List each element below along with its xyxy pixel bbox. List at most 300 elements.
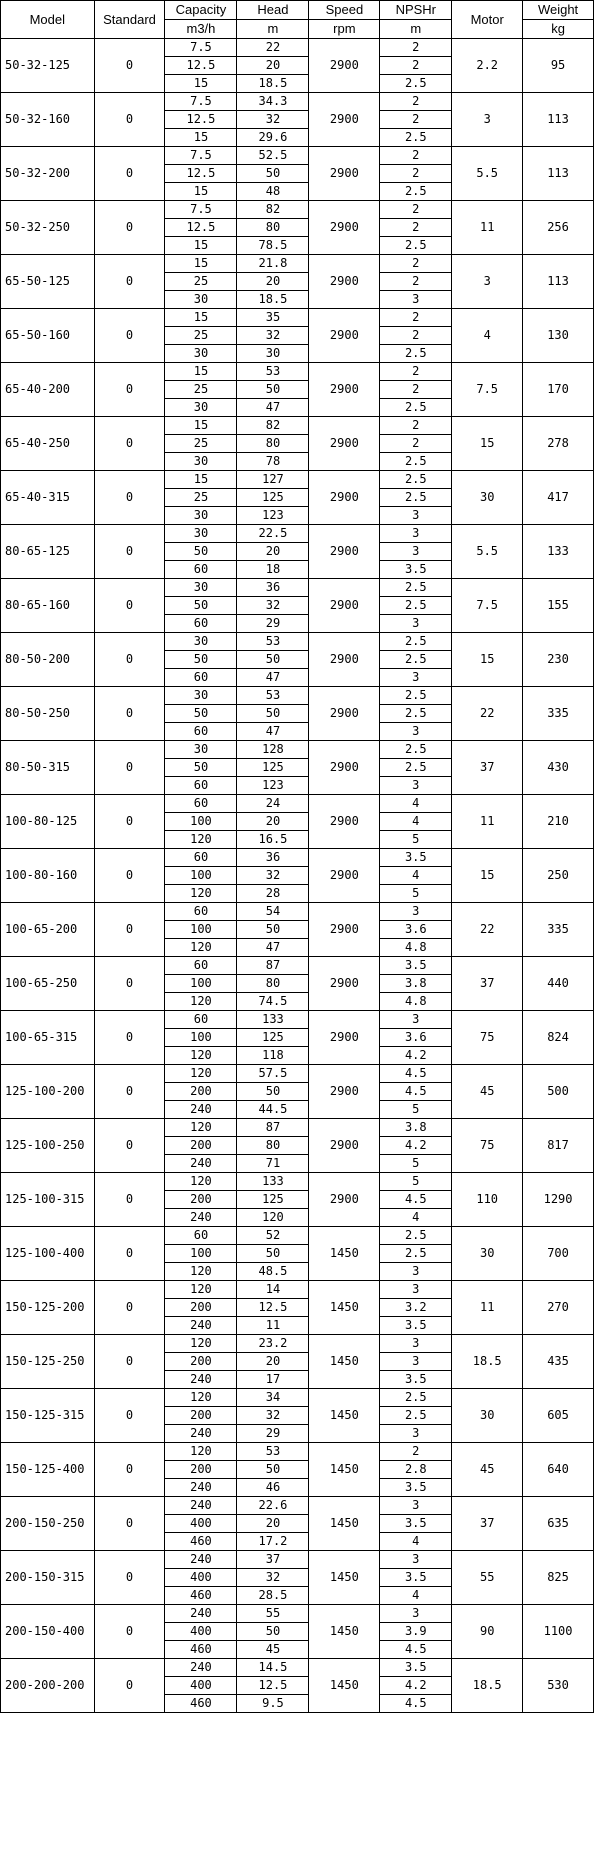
head-cell: 80 — [237, 219, 309, 237]
speed-cell: 1450 — [309, 1281, 380, 1335]
npshr-cell: 3 — [380, 1011, 452, 1029]
head-cell: 20 — [237, 813, 309, 831]
capacity-cell: 240 — [165, 1101, 237, 1119]
npshr-cell: 2.5 — [380, 705, 452, 723]
head-cell: 17 — [237, 1371, 309, 1389]
weight-cell: 133 — [523, 525, 594, 579]
npshr-cell: 3.5 — [380, 1371, 452, 1389]
npshr-cell: 3.9 — [380, 1623, 452, 1641]
capacity-cell: 60 — [165, 903, 237, 921]
head-cell: 22.5 — [237, 525, 309, 543]
model-cell: 125-100-200 — [1, 1065, 95, 1119]
head-cell: 50 — [237, 381, 309, 399]
model-cell: 150-125-200 — [1, 1281, 95, 1335]
motor-cell: 37 — [452, 1497, 523, 1551]
head-cell: 53 — [237, 633, 309, 651]
npshr-cell: 2.5 — [380, 741, 452, 759]
npshr-cell: 5 — [380, 1101, 452, 1119]
weight-cell: 817 — [523, 1119, 594, 1173]
npshr-cell: 3.5 — [380, 561, 452, 579]
weight-cell: 635 — [523, 1497, 594, 1551]
model-cell: 150-125-250 — [1, 1335, 95, 1389]
npshr-cell: 2.5 — [380, 237, 452, 255]
npshr-cell: 3 — [380, 1425, 452, 1443]
capacity-cell: 25 — [165, 435, 237, 453]
capacity-cell: 15 — [165, 417, 237, 435]
npshr-cell: 4.5 — [380, 1083, 452, 1101]
head-cell: 50 — [237, 921, 309, 939]
table-row — [1, 1119, 594, 1137]
capacity-cell: 60 — [165, 1227, 237, 1245]
capacity-cell: 60 — [165, 615, 237, 633]
head-cell: 17.2 — [237, 1533, 309, 1551]
head-cell: 34.3 — [237, 93, 309, 111]
standard-cell: 0 — [94, 417, 165, 471]
speed-cell: 2900 — [309, 1065, 380, 1119]
header-weight-unit: kg — [523, 20, 594, 39]
head-cell: 78 — [237, 453, 309, 471]
capacity-cell: 120 — [165, 1281, 237, 1299]
capacity-cell: 12.5 — [165, 111, 237, 129]
speed-cell: 2900 — [309, 741, 380, 795]
standard-cell: 0 — [94, 1173, 165, 1227]
npshr-cell: 2 — [380, 273, 452, 291]
head-cell: 14.5 — [237, 1659, 309, 1677]
npshr-cell: 2 — [380, 1443, 452, 1461]
motor-cell: 75 — [452, 1119, 523, 1173]
head-cell: 50 — [237, 1083, 309, 1101]
head-cell: 47 — [237, 669, 309, 687]
standard-cell: 0 — [94, 1605, 165, 1659]
model-cell: 200-200-200 — [1, 1659, 95, 1713]
npshr-cell: 2.5 — [380, 1245, 452, 1263]
capacity-cell: 15 — [165, 255, 237, 273]
table-row — [1, 579, 594, 597]
capacity-cell: 7.5 — [165, 93, 237, 111]
capacity-cell: 60 — [165, 669, 237, 687]
model-cell: 65-50-125 — [1, 255, 95, 309]
head-cell: 20 — [237, 543, 309, 561]
table-row — [1, 39, 594, 57]
speed-cell: 2900 — [309, 1173, 380, 1227]
capacity-cell: 120 — [165, 1065, 237, 1083]
capacity-cell: 120 — [165, 1119, 237, 1137]
motor-cell: 15 — [452, 849, 523, 903]
weight-cell: 430 — [523, 741, 594, 795]
standard-cell: 0 — [94, 741, 165, 795]
capacity-cell: 12.5 — [165, 165, 237, 183]
capacity-cell: 7.5 — [165, 39, 237, 57]
head-cell: 32 — [237, 597, 309, 615]
weight-cell: 335 — [523, 687, 594, 741]
weight-cell: 250 — [523, 849, 594, 903]
capacity-cell: 25 — [165, 273, 237, 291]
header-speed: Speed — [309, 1, 380, 20]
head-cell: 32 — [237, 867, 309, 885]
npshr-cell: 4 — [380, 813, 452, 831]
head-cell: 87 — [237, 1119, 309, 1137]
standard-cell: 0 — [94, 957, 165, 1011]
head-cell: 35 — [237, 309, 309, 327]
head-cell: 123 — [237, 777, 309, 795]
capacity-cell: 60 — [165, 777, 237, 795]
capacity-cell: 240 — [165, 1497, 237, 1515]
head-cell: 52 — [237, 1227, 309, 1245]
head-cell: 28 — [237, 885, 309, 903]
npshr-cell: 2.5 — [380, 579, 452, 597]
capacity-cell: 60 — [165, 1011, 237, 1029]
weight-cell: 155 — [523, 579, 594, 633]
capacity-cell: 60 — [165, 849, 237, 867]
speed-cell: 1450 — [309, 1227, 380, 1281]
weight-cell: 1100 — [523, 1605, 594, 1659]
capacity-cell: 15 — [165, 363, 237, 381]
npshr-cell: 4.8 — [380, 939, 452, 957]
capacity-cell: 60 — [165, 561, 237, 579]
speed-cell: 2900 — [309, 795, 380, 849]
speed-cell: 2900 — [309, 1119, 380, 1173]
npshr-cell: 3 — [380, 669, 452, 687]
motor-cell: 11 — [452, 1281, 523, 1335]
table-row — [1, 93, 594, 111]
table-row — [1, 1443, 594, 1461]
motor-cell: 22 — [452, 687, 523, 741]
head-cell: 53 — [237, 1443, 309, 1461]
table-row — [1, 525, 594, 543]
speed-cell: 1450 — [309, 1551, 380, 1605]
capacity-cell: 15 — [165, 75, 237, 93]
model-cell: 50-32-160 — [1, 93, 95, 147]
motor-cell: 7.5 — [452, 363, 523, 417]
standard-cell: 0 — [94, 1443, 165, 1497]
motor-cell: 15 — [452, 633, 523, 687]
npshr-cell: 3.2 — [380, 1299, 452, 1317]
head-cell: 120 — [237, 1209, 309, 1227]
npshr-cell: 3.5 — [380, 1569, 452, 1587]
table-row — [1, 471, 594, 489]
head-cell: 125 — [237, 759, 309, 777]
standard-cell: 0 — [94, 255, 165, 309]
head-cell: 127 — [237, 471, 309, 489]
model-cell: 50-32-125 — [1, 39, 95, 93]
head-cell: 50 — [237, 1623, 309, 1641]
weight-cell: 1290 — [523, 1173, 594, 1227]
npshr-cell: 2 — [380, 327, 452, 345]
speed-cell: 1450 — [309, 1497, 380, 1551]
capacity-cell: 30 — [165, 507, 237, 525]
capacity-cell: 120 — [165, 831, 237, 849]
capacity-cell: 240 — [165, 1371, 237, 1389]
weight-cell: 440 — [523, 957, 594, 1011]
model-cell: 65-50-160 — [1, 309, 95, 363]
speed-cell: 2900 — [309, 687, 380, 741]
standard-cell: 0 — [94, 633, 165, 687]
head-cell: 125 — [237, 1029, 309, 1047]
npshr-cell: 4.5 — [380, 1695, 452, 1713]
npshr-cell: 3 — [380, 291, 452, 309]
npshr-cell: 2 — [380, 309, 452, 327]
head-cell: 32 — [237, 1569, 309, 1587]
capacity-cell: 50 — [165, 597, 237, 615]
head-cell: 53 — [237, 687, 309, 705]
weight-cell: 335 — [523, 903, 594, 957]
header-standard: Standard — [94, 1, 165, 39]
head-cell: 28.5 — [237, 1587, 309, 1605]
header-head-unit: m — [237, 20, 309, 39]
npshr-cell: 4.5 — [380, 1641, 452, 1659]
capacity-cell: 240 — [165, 1425, 237, 1443]
weight-cell: 113 — [523, 147, 594, 201]
capacity-cell: 240 — [165, 1659, 237, 1677]
npshr-cell: 3 — [380, 723, 452, 741]
table-row — [1, 903, 594, 921]
capacity-cell: 30 — [165, 579, 237, 597]
model-cell: 150-125-315 — [1, 1389, 95, 1443]
head-cell: 46 — [237, 1479, 309, 1497]
weight-cell: 700 — [523, 1227, 594, 1281]
standard-cell: 0 — [94, 1335, 165, 1389]
npshr-cell: 2 — [380, 39, 452, 57]
npshr-cell: 2.8 — [380, 1461, 452, 1479]
table-row — [1, 633, 594, 651]
npshr-cell: 3.5 — [380, 1659, 452, 1677]
motor-cell: 15 — [452, 417, 523, 471]
npshr-cell: 2.5 — [380, 129, 452, 147]
head-cell: 22 — [237, 39, 309, 57]
head-cell: 54 — [237, 903, 309, 921]
model-cell: 200-150-250 — [1, 1497, 95, 1551]
model-cell: 125-100-315 — [1, 1173, 95, 1227]
speed-cell: 2900 — [309, 147, 380, 201]
model-cell: 125-100-250 — [1, 1119, 95, 1173]
head-cell: 24 — [237, 795, 309, 813]
motor-cell: 45 — [452, 1065, 523, 1119]
head-cell: 53 — [237, 363, 309, 381]
head-cell: 22.6 — [237, 1497, 309, 1515]
standard-cell: 0 — [94, 1281, 165, 1335]
capacity-cell: 200 — [165, 1353, 237, 1371]
standard-cell: 0 — [94, 363, 165, 417]
npshr-cell: 3.5 — [380, 957, 452, 975]
npshr-cell: 4.2 — [380, 1047, 452, 1065]
npshr-cell: 2 — [380, 363, 452, 381]
npshr-cell: 2.5 — [380, 651, 452, 669]
standard-cell: 0 — [94, 795, 165, 849]
table-row — [1, 255, 594, 273]
npshr-cell: 2.5 — [380, 453, 452, 471]
table-row — [1, 1335, 594, 1353]
capacity-cell: 100 — [165, 813, 237, 831]
model-cell: 150-125-400 — [1, 1443, 95, 1497]
head-cell: 36 — [237, 849, 309, 867]
model-cell: 80-50-315 — [1, 741, 95, 795]
npshr-cell: 4.5 — [380, 1065, 452, 1083]
head-cell: 123 — [237, 507, 309, 525]
header-speed-unit: rpm — [309, 20, 380, 39]
model-cell: 65-40-315 — [1, 471, 95, 525]
speed-cell: 2900 — [309, 903, 380, 957]
model-cell: 200-150-400 — [1, 1605, 95, 1659]
table-row — [1, 957, 594, 975]
npshr-cell: 2 — [380, 201, 452, 219]
head-cell: 20 — [237, 57, 309, 75]
capacity-cell: 50 — [165, 705, 237, 723]
npshr-cell: 2 — [380, 417, 452, 435]
npshr-cell: 3.6 — [380, 1029, 452, 1047]
model-cell: 100-65-315 — [1, 1011, 95, 1065]
capacity-cell: 200 — [165, 1137, 237, 1155]
head-cell: 9.5 — [237, 1695, 309, 1713]
npshr-cell: 4 — [380, 795, 452, 813]
head-cell: 80 — [237, 435, 309, 453]
head-cell: 12.5 — [237, 1677, 309, 1695]
model-cell: 80-50-200 — [1, 633, 95, 687]
table-row — [1, 1389, 594, 1407]
motor-cell: 30 — [452, 1389, 523, 1443]
model-cell: 100-80-160 — [1, 849, 95, 903]
head-cell: 29 — [237, 1425, 309, 1443]
npshr-cell: 3.5 — [380, 1515, 452, 1533]
head-cell: 32 — [237, 1407, 309, 1425]
npshr-cell: 3.5 — [380, 849, 452, 867]
npshr-cell: 3 — [380, 903, 452, 921]
standard-cell: 0 — [94, 525, 165, 579]
head-cell: 50 — [237, 1461, 309, 1479]
motor-cell: 37 — [452, 957, 523, 1011]
header-capacity: Capacity — [165, 1, 237, 20]
npshr-cell: 3.8 — [380, 1119, 452, 1137]
weight-cell: 170 — [523, 363, 594, 417]
npshr-cell: 2 — [380, 219, 452, 237]
npshr-cell: 2.5 — [380, 597, 452, 615]
motor-cell: 18.5 — [452, 1659, 523, 1713]
standard-cell: 0 — [94, 579, 165, 633]
motor-cell: 4 — [452, 309, 523, 363]
capacity-cell: 120 — [165, 1443, 237, 1461]
table-row — [1, 1011, 594, 1029]
capacity-cell: 400 — [165, 1515, 237, 1533]
head-cell: 20 — [237, 273, 309, 291]
capacity-cell: 100 — [165, 1029, 237, 1047]
table-row — [1, 1227, 594, 1245]
weight-cell: 824 — [523, 1011, 594, 1065]
speed-cell: 2900 — [309, 363, 380, 417]
npshr-cell: 3 — [380, 1605, 452, 1623]
table-row — [1, 417, 594, 435]
table-row — [1, 741, 594, 759]
npshr-cell: 4 — [380, 867, 452, 885]
head-cell: 55 — [237, 1605, 309, 1623]
model-cell: 80-65-160 — [1, 579, 95, 633]
npshr-cell: 2 — [380, 255, 452, 273]
head-cell: 125 — [237, 1191, 309, 1209]
npshr-cell: 2.5 — [380, 489, 452, 507]
motor-cell: 30 — [452, 471, 523, 525]
capacity-cell: 25 — [165, 327, 237, 345]
standard-cell: 0 — [94, 39, 165, 93]
npshr-cell: 2.5 — [380, 75, 452, 93]
capacity-cell: 50 — [165, 651, 237, 669]
head-cell: 32 — [237, 111, 309, 129]
motor-cell: 90 — [452, 1605, 523, 1659]
model-cell: 50-32-250 — [1, 201, 95, 255]
head-cell: 47 — [237, 723, 309, 741]
npshr-cell: 2.5 — [380, 759, 452, 777]
capacity-cell: 460 — [165, 1641, 237, 1659]
table-row — [1, 201, 594, 219]
npshr-cell: 5 — [380, 885, 452, 903]
npshr-cell: 2.5 — [380, 687, 452, 705]
header-capacity-unit: m3/h — [165, 20, 237, 39]
model-cell: 65-40-200 — [1, 363, 95, 417]
standard-cell: 0 — [94, 903, 165, 957]
head-cell: 11 — [237, 1317, 309, 1335]
capacity-cell: 240 — [165, 1317, 237, 1335]
capacity-cell: 15 — [165, 471, 237, 489]
table-row — [1, 1659, 594, 1677]
capacity-cell: 15 — [165, 129, 237, 147]
capacity-cell: 50 — [165, 543, 237, 561]
standard-cell: 0 — [94, 471, 165, 525]
npshr-cell: 2.5 — [380, 633, 452, 651]
motor-cell: 11 — [452, 795, 523, 849]
header-head: Head — [237, 1, 309, 20]
model-cell: 65-40-250 — [1, 417, 95, 471]
motor-cell: 7.5 — [452, 579, 523, 633]
speed-cell: 2900 — [309, 201, 380, 255]
npshr-cell: 3 — [380, 525, 452, 543]
table-row — [1, 1173, 594, 1191]
head-cell: 29 — [237, 615, 309, 633]
table-body — [1, 39, 594, 1713]
capacity-cell: 100 — [165, 1245, 237, 1263]
standard-cell: 0 — [94, 201, 165, 255]
speed-cell: 2900 — [309, 957, 380, 1011]
weight-cell: 825 — [523, 1551, 594, 1605]
npshr-cell: 4.2 — [380, 1137, 452, 1155]
head-cell: 20 — [237, 1515, 309, 1533]
weight-cell: 605 — [523, 1389, 594, 1443]
capacity-cell: 25 — [165, 381, 237, 399]
speed-cell: 2900 — [309, 255, 380, 309]
capacity-cell: 120 — [165, 1047, 237, 1065]
capacity-cell: 30 — [165, 453, 237, 471]
capacity-cell: 100 — [165, 867, 237, 885]
head-cell: 50 — [237, 651, 309, 669]
npshr-cell: 3 — [380, 615, 452, 633]
head-cell: 52.5 — [237, 147, 309, 165]
speed-cell: 2900 — [309, 579, 380, 633]
table-row — [1, 309, 594, 327]
npshr-cell: 5 — [380, 1173, 452, 1191]
speed-cell: 2900 — [309, 471, 380, 525]
capacity-cell: 30 — [165, 399, 237, 417]
capacity-cell: 240 — [165, 1155, 237, 1173]
speed-cell: 2900 — [309, 309, 380, 363]
capacity-cell: 30 — [165, 291, 237, 309]
npshr-cell: 3 — [380, 1335, 452, 1353]
table-row — [1, 1281, 594, 1299]
capacity-cell: 30 — [165, 687, 237, 705]
speed-cell: 2900 — [309, 1011, 380, 1065]
head-cell: 57.5 — [237, 1065, 309, 1083]
model-cell: 125-100-400 — [1, 1227, 95, 1281]
head-cell: 18.5 — [237, 75, 309, 93]
npshr-cell: 4.2 — [380, 1677, 452, 1695]
standard-cell: 0 — [94, 849, 165, 903]
speed-cell: 1450 — [309, 1389, 380, 1443]
header-motor: Motor — [452, 1, 523, 39]
